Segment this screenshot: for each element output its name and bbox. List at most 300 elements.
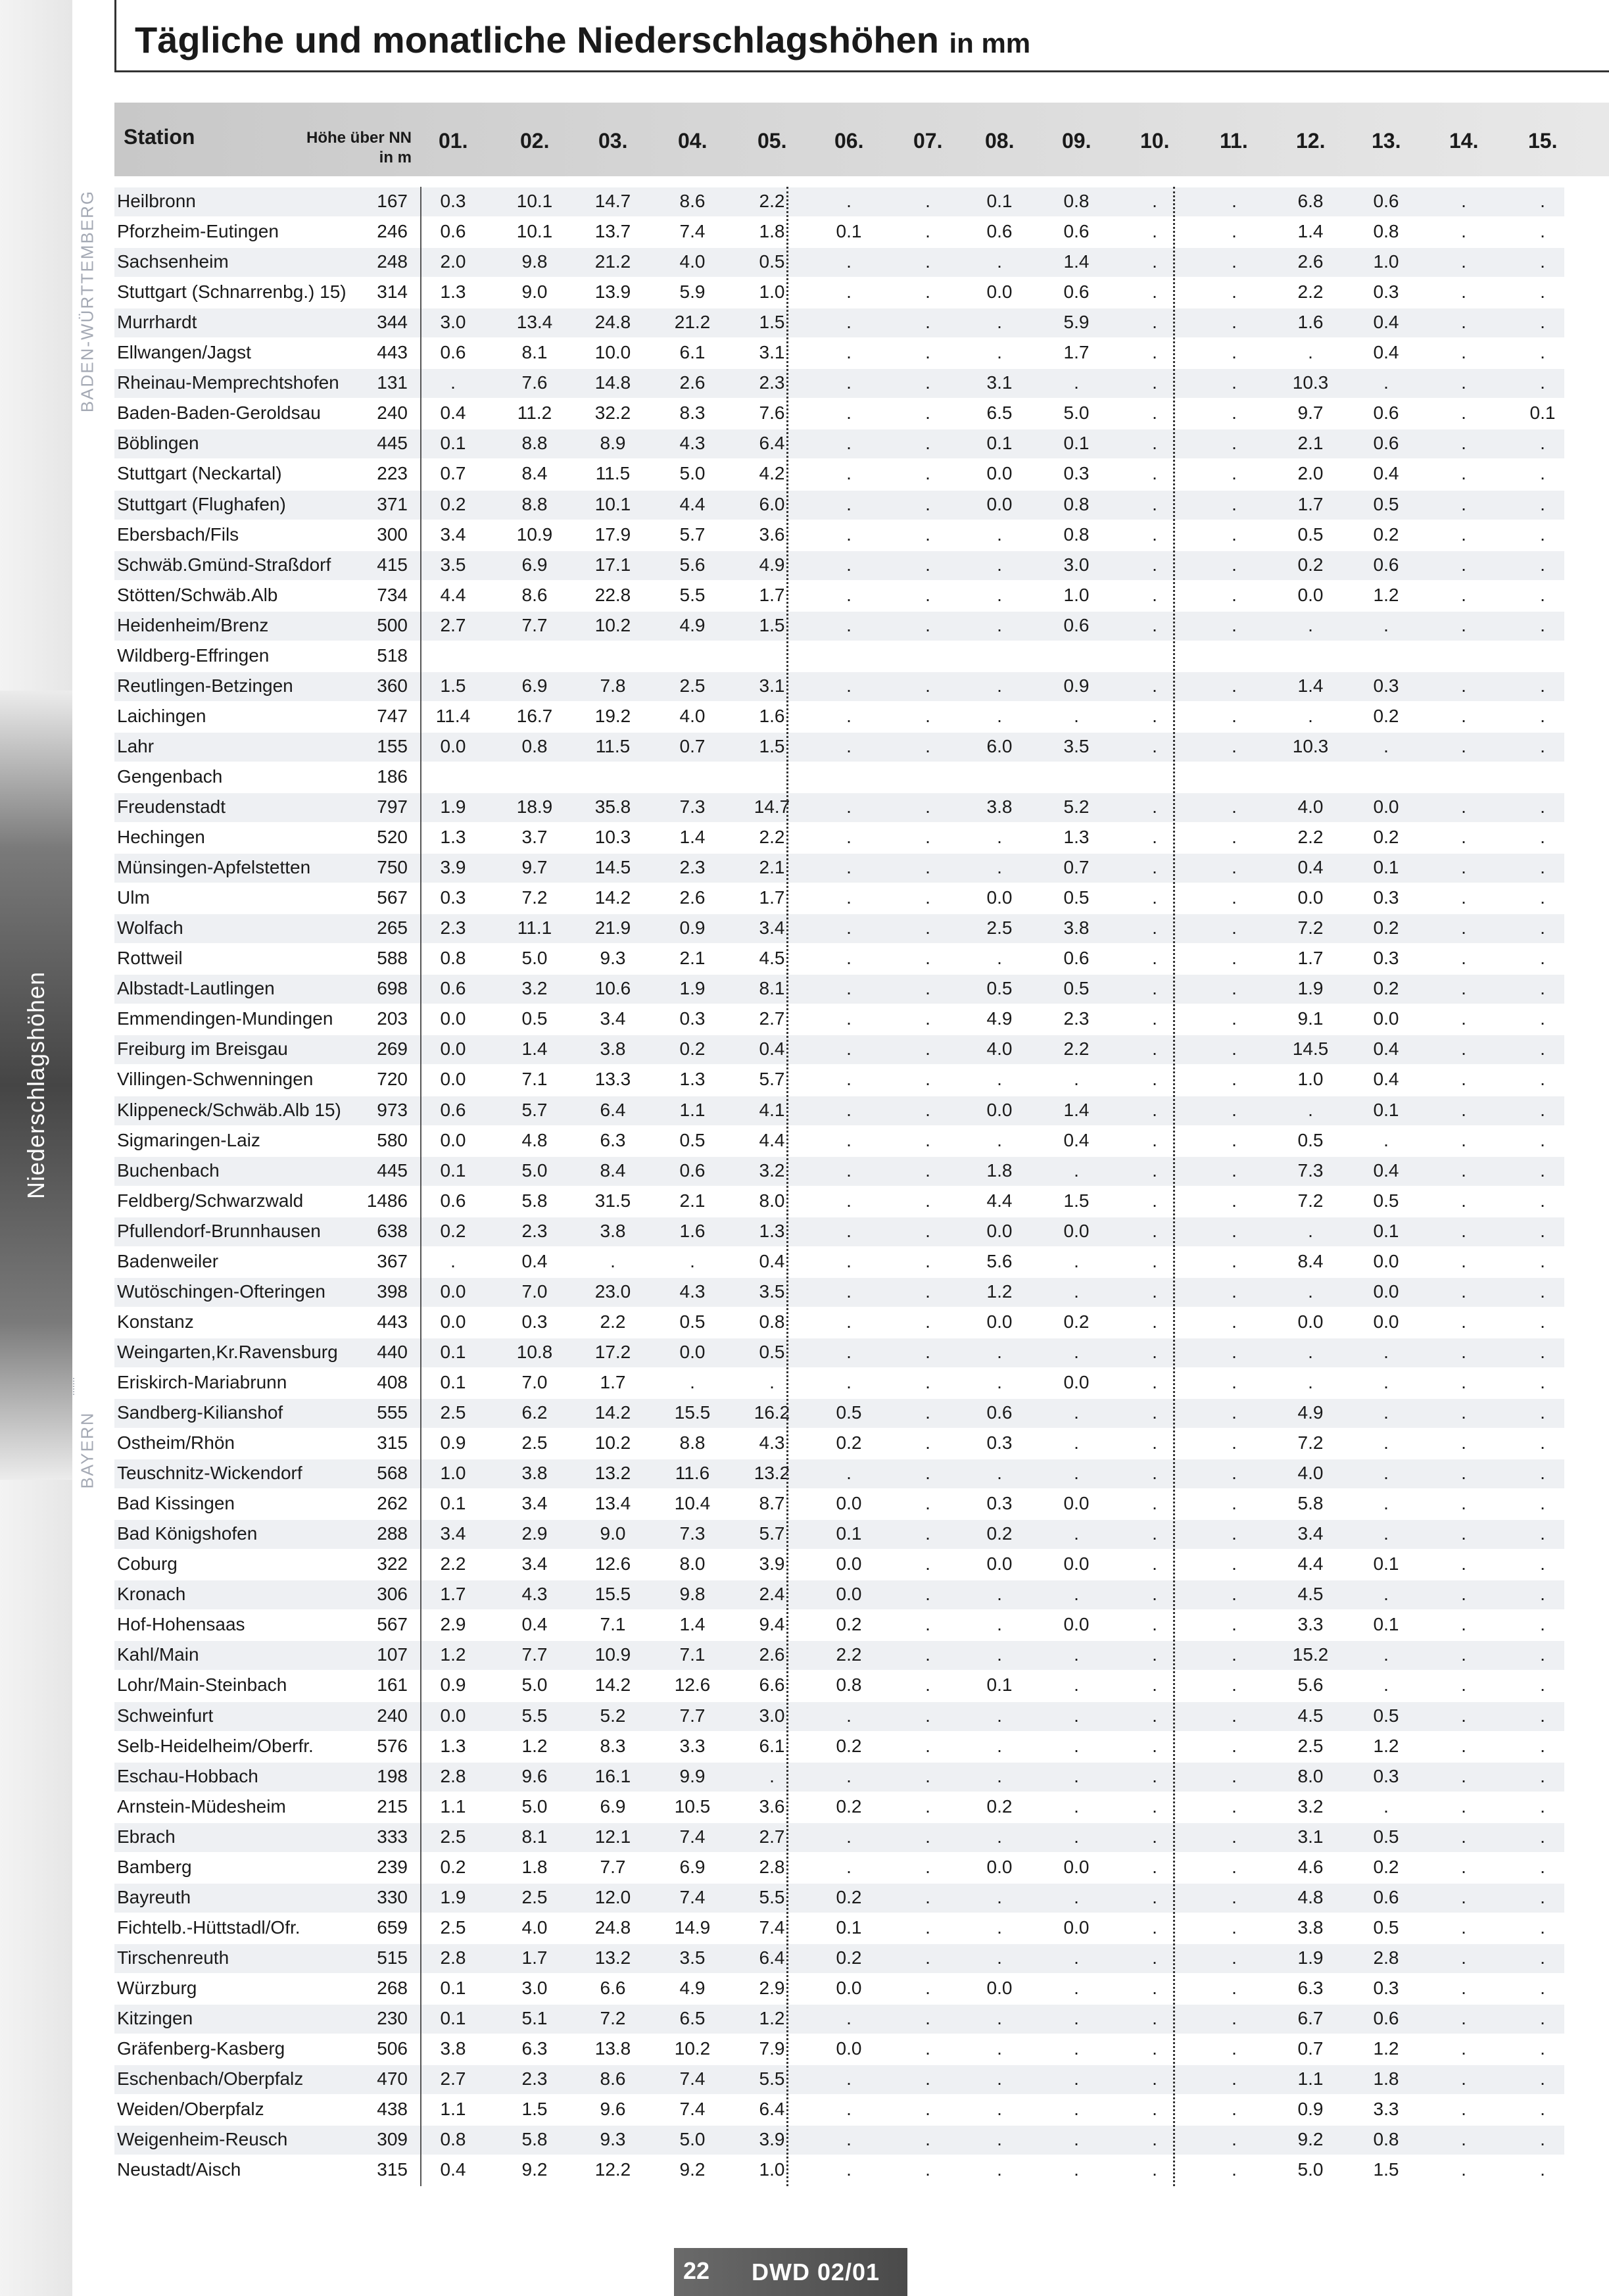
precipitation-value: . xyxy=(1540,1190,1545,1211)
precipitation-value: 0.5 xyxy=(1373,1917,1399,1938)
row-stripe xyxy=(114,551,1564,580)
precipitation-value: 15.5 xyxy=(674,1402,711,1423)
precipitation-value: 5.2 xyxy=(600,1705,626,1726)
precipitation-value: 12.2 xyxy=(594,2159,631,2180)
precipitation-value: 2.3 xyxy=(679,857,706,878)
precipitation-value: . xyxy=(925,857,930,878)
precipitation-value: . xyxy=(925,1432,930,1453)
station-elevation: 398 xyxy=(377,1281,408,1302)
precipitation-value: 6.9 xyxy=(600,1795,626,1817)
precipitation-value: 5.0 xyxy=(679,2129,706,2150)
precipitation-value: . xyxy=(1074,705,1079,726)
precipitation-value: . xyxy=(1308,1371,1313,1392)
precipitation-value: . xyxy=(1232,463,1237,484)
precipitation-value: . xyxy=(1308,1281,1313,1302)
precipitation-value: 0.0 xyxy=(440,1129,466,1150)
precipitation-value: . xyxy=(1540,1674,1545,1696)
precipitation-value: 5.0 xyxy=(1063,403,1090,424)
precipitation-value: . xyxy=(1461,342,1466,363)
precipitation-value: . xyxy=(1461,1402,1466,1423)
precipitation-value: . xyxy=(1540,524,1545,545)
header-day: 15. xyxy=(1528,129,1558,153)
precipitation-value: . xyxy=(1074,1735,1079,1756)
precipitation-value: . xyxy=(1232,281,1237,303)
row-stripe xyxy=(114,975,1564,1004)
region-separator xyxy=(73,1378,74,1395)
precipitation-value: . xyxy=(925,675,930,696)
precipitation-value: 5.8 xyxy=(1297,1493,1324,1514)
precipitation-value: . xyxy=(1540,1644,1545,1665)
precipitation-value: 10.0 xyxy=(594,342,631,363)
precipitation-value: 10.5 xyxy=(674,1795,711,1817)
precipitation-value: 1.0 xyxy=(1373,251,1399,272)
precipitation-value: . xyxy=(1461,584,1466,605)
precipitation-value: . xyxy=(1152,1584,1157,1605)
precipitation-value: 11.4 xyxy=(435,705,471,726)
precipitation-value: 6.3 xyxy=(600,1129,626,1150)
precipitation-value: . xyxy=(769,1371,775,1392)
station-elevation: 371 xyxy=(377,493,408,514)
precipitation-value: . xyxy=(1074,1463,1079,1484)
precipitation-value: . xyxy=(1152,887,1157,908)
precipitation-value: . xyxy=(1232,1977,1237,1998)
precipitation-value: 0.0 xyxy=(1063,1553,1090,1575)
precipitation-value: 8.1 xyxy=(521,342,548,363)
precipitation-value: 12.6 xyxy=(674,1674,711,1696)
header-day: 01. xyxy=(439,129,468,153)
precipitation-value: 4.0 xyxy=(986,1038,1013,1060)
precipitation-value: . xyxy=(846,675,852,696)
station-name: Stötten/Schwäb.Alb xyxy=(117,584,278,605)
precipitation-value: . xyxy=(997,1947,1002,1968)
precipitation-value: 10.9 xyxy=(516,524,553,545)
precipitation-value: . xyxy=(1540,342,1545,363)
station-name: Eriskirch-Mariabrunn xyxy=(117,1371,287,1392)
precipitation-value: 0.1 xyxy=(1529,403,1556,424)
precipitation-value: . xyxy=(925,1099,930,1120)
precipitation-value: . xyxy=(925,1614,930,1635)
precipitation-value: 5.8 xyxy=(521,2129,548,2150)
station-elevation: 268 xyxy=(377,1977,408,1998)
precipitation-value: . xyxy=(1152,2038,1157,2059)
precipitation-value: 7.2 xyxy=(1297,1190,1324,1211)
precipitation-value: . xyxy=(1152,342,1157,363)
precipitation-value: . xyxy=(1461,1190,1466,1211)
precipitation-value: 0.0 xyxy=(986,1856,1013,1877)
precipitation-value: . xyxy=(1540,1886,1545,1907)
station-name: Buchenbach xyxy=(117,1160,220,1181)
precipitation-value: . xyxy=(1152,857,1157,878)
header-station: Station xyxy=(124,125,195,149)
precipitation-value: . xyxy=(1232,1311,1237,1332)
precipitation-value: 4.4 xyxy=(679,493,706,514)
station-name: Weigenheim-Reusch xyxy=(117,2129,288,2150)
precipitation-value: 14.5 xyxy=(594,857,631,878)
precipitation-value: 35.8 xyxy=(594,796,631,817)
precipitation-value: . xyxy=(1540,1765,1545,1786)
precipitation-value: 2.5 xyxy=(1297,1735,1324,1756)
precipitation-value: . xyxy=(1461,1523,1466,1544)
station-name: Weingarten,Kr.Ravensburg xyxy=(117,1341,338,1362)
precipitation-value: . xyxy=(1461,2068,1466,2089)
precipitation-value: . xyxy=(1074,1341,1079,1362)
precipitation-value: 0.6 xyxy=(986,1402,1013,1423)
precipitation-value: 0.4 xyxy=(1373,463,1399,484)
precipitation-value: 0.0 xyxy=(986,1099,1013,1120)
precipitation-value: 0.2 xyxy=(836,1735,862,1756)
precipitation-value: 1.0 xyxy=(759,2159,785,2180)
precipitation-value: 0.4 xyxy=(1373,1160,1399,1181)
precipitation-value: 0.6 xyxy=(986,221,1013,242)
row-stripe xyxy=(114,1035,1564,1064)
precipitation-value: . xyxy=(846,1250,852,1271)
precipitation-value: 6.1 xyxy=(679,342,706,363)
precipitation-value: 13.3 xyxy=(594,1069,631,1090)
precipitation-value: 1.4 xyxy=(521,1038,548,1060)
precipitation-value: 11.5 xyxy=(595,463,631,484)
precipitation-value: 4.4 xyxy=(986,1190,1013,1211)
station-name: Eschenbach/Oberpfalz xyxy=(117,2068,304,2089)
precipitation-value: . xyxy=(1540,1250,1545,1271)
precipitation-value: 8.6 xyxy=(600,2068,626,2089)
precipitation-value: . xyxy=(1152,948,1157,969)
precipitation-value: 0.3 xyxy=(1373,1765,1399,1786)
precipitation-value: 4.4 xyxy=(440,584,466,605)
precipitation-value: 0.1 xyxy=(440,2008,466,2028)
precipitation-value: . xyxy=(1152,1190,1157,1211)
precipitation-value: . xyxy=(1461,1099,1466,1120)
precipitation-value: 14.8 xyxy=(594,372,631,393)
precipitation-value: 0.1 xyxy=(986,433,1013,454)
precipitation-value: . xyxy=(1540,493,1545,514)
precipitation-value: 6.5 xyxy=(679,2008,706,2028)
precipitation-value: . xyxy=(925,281,930,303)
precipitation-value: . xyxy=(1540,1856,1545,1877)
precipitation-value: . xyxy=(997,312,1002,333)
row-stripe xyxy=(114,1459,1564,1488)
precipitation-value: 9.8 xyxy=(679,1584,706,1605)
precipitation-value: 0.1 xyxy=(1373,1220,1399,1241)
station-name: Schwäb.Gmünd-Straßdorf xyxy=(117,554,331,575)
precipitation-value: 2.6 xyxy=(679,372,706,393)
station-elevation: 445 xyxy=(377,433,408,454)
precipitation-value: . xyxy=(997,1826,1002,1847)
precipitation-value: 3.8 xyxy=(600,1038,626,1060)
precipitation-value: 6.4 xyxy=(759,1947,785,1968)
row-stripe xyxy=(114,1702,1564,1731)
precipitation-value: 3.9 xyxy=(759,2129,785,2150)
precipitation-value: 0.8 xyxy=(521,735,548,756)
precipitation-value: . xyxy=(1152,1705,1157,1726)
precipitation-value: 1.7 xyxy=(1297,948,1324,969)
precipitation-value: 5.6 xyxy=(679,554,706,575)
precipitation-value: . xyxy=(997,1735,1002,1756)
precipitation-value: 0.6 xyxy=(1373,191,1399,211)
precipitation-value: . xyxy=(925,827,930,848)
precipitation-value: . xyxy=(1540,1038,1545,1060)
precipitation-value: 2.7 xyxy=(440,614,466,635)
precipitation-value: . xyxy=(925,1008,930,1029)
precipitation-value: 0.1 xyxy=(440,1341,466,1362)
precipitation-value: . xyxy=(1308,705,1313,726)
precipitation-value: . xyxy=(1232,251,1237,272)
precipitation-value: . xyxy=(925,1977,930,1998)
precipitation-value: 9.3 xyxy=(600,948,626,969)
precipitation-value: . xyxy=(1308,1341,1313,1362)
precipitation-value: . xyxy=(846,705,852,726)
precipitation-value: . xyxy=(1308,342,1313,363)
precipitation-value: 5.6 xyxy=(986,1250,1013,1271)
precipitation-value: 1.4 xyxy=(679,827,706,848)
precipitation-value: 0.3 xyxy=(1063,463,1090,484)
row-stripe xyxy=(114,914,1564,943)
precipitation-value: 0.2 xyxy=(1373,1856,1399,1877)
precipitation-value: 1.3 xyxy=(440,281,466,303)
precipitation-value: 4.9 xyxy=(679,614,706,635)
header-day: 11. xyxy=(1220,129,1248,153)
precipitation-value: . xyxy=(1074,1584,1079,1605)
precipitation-value: 1.1 xyxy=(679,1099,706,1120)
precipitation-value: 7.2 xyxy=(600,2008,626,2028)
precipitation-value: 2.9 xyxy=(759,1977,785,1998)
precipitation-value: . xyxy=(1232,1099,1237,1120)
precipitation-value: . xyxy=(997,705,1002,726)
precipitation-value: 5.5 xyxy=(759,2068,785,2089)
precipitation-value: 0.5 xyxy=(1297,1129,1324,1150)
precipitation-value: . xyxy=(1461,1553,1466,1575)
precipitation-value: . xyxy=(1461,1129,1466,1150)
precipitation-value: . xyxy=(1308,1099,1313,1120)
precipitation-value: 14.2 xyxy=(594,1402,631,1423)
precipitation-value: . xyxy=(1540,584,1545,605)
precipitation-value: 0.2 xyxy=(1373,917,1399,939)
precipitation-value: 0.0 xyxy=(986,463,1013,484)
precipitation-value: . xyxy=(997,1765,1002,1786)
station-name: Arnstein-Müdesheim xyxy=(117,1795,286,1817)
precipitation-value: 5.0 xyxy=(521,1160,548,1181)
precipitation-value: 1.0 xyxy=(759,281,785,303)
station-elevation: 131 xyxy=(377,372,408,393)
precipitation-value: 8.4 xyxy=(1297,1250,1324,1271)
precipitation-value: . xyxy=(1232,1917,1237,1938)
precipitation-value: . xyxy=(925,735,930,756)
precipitation-value: . xyxy=(1232,1038,1237,1060)
precipitation-value: 13.7 xyxy=(594,221,631,242)
station-name: Kronach xyxy=(117,1584,186,1605)
precipitation-value: 2.5 xyxy=(521,1432,548,1453)
station-name: Hechingen xyxy=(117,827,205,848)
station-elevation: 408 xyxy=(377,1371,408,1392)
precipitation-value: 3.6 xyxy=(759,1795,785,1817)
precipitation-value: 2.7 xyxy=(759,1826,785,1847)
station-name: Stuttgart (Schnarrenbg.) 15) xyxy=(117,281,347,303)
station-name: Konstanz xyxy=(117,1311,194,1332)
precipitation-value: 9.1 xyxy=(1297,1008,1324,1029)
precipitation-value: . xyxy=(925,1826,930,1847)
precipitation-value: 1.0 xyxy=(1063,584,1090,605)
precipitation-value: 1.8 xyxy=(521,1856,548,1877)
precipitation-value: . xyxy=(1232,1371,1237,1392)
precipitation-value: . xyxy=(1540,1614,1545,1635)
precipitation-value: . xyxy=(1540,675,1545,696)
precipitation-value: 0.8 xyxy=(440,2129,466,2150)
precipitation-value: 5.9 xyxy=(679,281,706,303)
precipitation-value: 0.4 xyxy=(521,1250,548,1271)
precipitation-value: 5.2 xyxy=(1063,796,1090,817)
station-name: Weiden/Oberpfalz xyxy=(117,2099,264,2120)
station-elevation: 1486 xyxy=(366,1190,408,1211)
precipitation-value: . xyxy=(997,524,1002,545)
precipitation-value: . xyxy=(1461,2129,1466,2150)
precipitation-value: 0.0 xyxy=(836,1493,862,1514)
station-elevation: 445 xyxy=(377,1160,408,1181)
precipitation-value: 0.2 xyxy=(440,1220,466,1241)
precipitation-value: . xyxy=(1540,705,1545,726)
station-name: Heilbronn xyxy=(117,191,196,211)
precipitation-value: . xyxy=(1152,584,1157,605)
precipitation-value: . xyxy=(925,1523,930,1544)
precipitation-value: 6.5 xyxy=(986,403,1013,424)
precipitation-value: . xyxy=(1461,978,1466,999)
precipitation-value: 0.2 xyxy=(986,1795,1013,1817)
precipitation-value: . xyxy=(1540,857,1545,878)
precipitation-value: 7.3 xyxy=(679,796,706,817)
precipitation-value: 1.2 xyxy=(1373,2038,1399,2059)
precipitation-value: 0.0 xyxy=(440,735,466,756)
precipitation-value: 2.2 xyxy=(1063,1038,1090,1060)
precipitation-value: . xyxy=(1461,2038,1466,2059)
row-stripe xyxy=(114,612,1564,641)
precipitation-value: 0.3 xyxy=(986,1432,1013,1453)
precipitation-value: . xyxy=(997,614,1002,635)
station-elevation: 230 xyxy=(377,2008,408,2028)
precipitation-value: . xyxy=(1232,978,1237,999)
precipitation-value: . xyxy=(1232,857,1237,878)
precipitation-value: 12.0 xyxy=(594,1886,631,1907)
precipitation-value: 1.4 xyxy=(1063,1099,1090,1120)
row-stripe xyxy=(114,1278,1564,1307)
precipitation-value: . xyxy=(1152,614,1157,635)
precipitation-value: . xyxy=(450,372,456,393)
precipitation-value: . xyxy=(1461,1371,1466,1392)
precipitation-value: . xyxy=(1152,524,1157,545)
precipitation-value: 1.7 xyxy=(440,1584,466,1605)
station-name: Rottweil xyxy=(117,948,183,969)
precipitation-value: . xyxy=(1540,1402,1545,1423)
precipitation-value: 6.9 xyxy=(679,1856,706,1877)
precipitation-value: 1.1 xyxy=(1297,2068,1324,2089)
precipitation-value: 3.5 xyxy=(679,1947,706,1968)
precipitation-value: 8.0 xyxy=(1297,1765,1324,1786)
precipitation-value: 10.3 xyxy=(594,827,631,848)
precipitation-value: 0.1 xyxy=(440,1371,466,1392)
station-elevation: 568 xyxy=(377,1463,408,1484)
station-name: Emmendingen-Mundingen xyxy=(117,1008,333,1029)
precipitation-value: . xyxy=(846,584,852,605)
precipitation-value: . xyxy=(1152,251,1157,272)
precipitation-value: . xyxy=(925,705,930,726)
precipitation-value: 0.0 xyxy=(1297,1311,1324,1332)
station-elevation: 203 xyxy=(377,1008,408,1029)
precipitation-value: 5.0 xyxy=(521,948,548,969)
precipitation-value: . xyxy=(1074,2068,1079,2089)
precipitation-value: . xyxy=(1232,1705,1237,1726)
precipitation-value: . xyxy=(1540,463,1545,484)
precipitation-value: 1.2 xyxy=(521,1735,548,1756)
precipitation-value: 1.1 xyxy=(440,1795,466,1817)
precipitation-value: . xyxy=(1540,1947,1545,1968)
station-elevation: 288 xyxy=(377,1523,408,1544)
precipitation-value: 1.5 xyxy=(1373,2159,1399,2180)
precipitation-value: . xyxy=(1152,1160,1157,1181)
precipitation-value: 1.4 xyxy=(1297,221,1324,242)
precipitation-value: . xyxy=(1540,312,1545,333)
precipitation-value: 0.0 xyxy=(440,1069,466,1090)
station-elevation: 265 xyxy=(377,917,408,939)
precipitation-value: . xyxy=(925,1371,930,1392)
precipitation-value: . xyxy=(1074,1977,1079,1998)
station-name: Heidenheim/Brenz xyxy=(117,614,269,635)
precipitation-value: 3.7 xyxy=(521,827,548,848)
precipitation-value: 0.8 xyxy=(440,948,466,969)
precipitation-value: . xyxy=(1461,1886,1466,1907)
row-stripe xyxy=(114,1823,1564,1852)
precipitation-value: . xyxy=(1152,1886,1157,1907)
station-name: Villingen-Schwenningen xyxy=(117,1069,314,1090)
precipitation-value: 13.9 xyxy=(594,281,631,303)
precipitation-value: . xyxy=(1461,281,1466,303)
precipitation-value: 0.0 xyxy=(1297,584,1324,605)
precipitation-value: . xyxy=(997,554,1002,575)
station-elevation: 269 xyxy=(377,1038,408,1060)
row-stripe xyxy=(114,1763,1564,1792)
precipitation-value: 1.8 xyxy=(986,1160,1013,1181)
precipitation-value: 0.6 xyxy=(440,978,466,999)
precipitation-value: 0.5 xyxy=(679,1311,706,1332)
precipitation-value: 0.1 xyxy=(986,1674,1013,1696)
precipitation-value: . xyxy=(1540,1584,1545,1605)
precipitation-value: . xyxy=(690,1371,695,1392)
precipitation-value: . xyxy=(925,2129,930,2150)
precipitation-value: . xyxy=(1461,1311,1466,1332)
precipitation-value: 5.0 xyxy=(521,1674,548,1696)
precipitation-value: 1.0 xyxy=(1297,1069,1324,1090)
precipitation-value: 2.5 xyxy=(521,1886,548,1907)
precipitation-value: . xyxy=(1232,1947,1237,1968)
precipitation-value: . xyxy=(1540,1553,1545,1575)
precipitation-value: 2.3 xyxy=(1063,1008,1090,1029)
precipitation-value: . xyxy=(846,1705,852,1726)
header-day: 03. xyxy=(598,129,628,153)
precipitation-value: . xyxy=(1152,2068,1157,2089)
precipitation-value: . xyxy=(1461,1281,1466,1302)
precipitation-value: . xyxy=(925,1765,930,1786)
precipitation-value: 0.0 xyxy=(1063,1856,1090,1877)
row-stripe xyxy=(114,2065,1564,2094)
precipitation-value: 7.2 xyxy=(1297,917,1324,939)
precipitation-value: 0.4 xyxy=(1063,1129,1090,1150)
station-name: Bad Königshofen xyxy=(117,1523,258,1544)
precipitation-value: . xyxy=(997,1371,1002,1392)
precipitation-value: 9.7 xyxy=(1297,403,1324,424)
precipitation-value: 1.2 xyxy=(1373,1735,1399,1756)
precipitation-value: . xyxy=(925,917,930,939)
precipitation-value: 3.8 xyxy=(600,1220,626,1241)
precipitation-value: . xyxy=(1540,614,1545,635)
precipitation-value: . xyxy=(1232,584,1237,605)
precipitation-value: . xyxy=(925,342,930,363)
precipitation-value: 3.4 xyxy=(440,524,466,545)
